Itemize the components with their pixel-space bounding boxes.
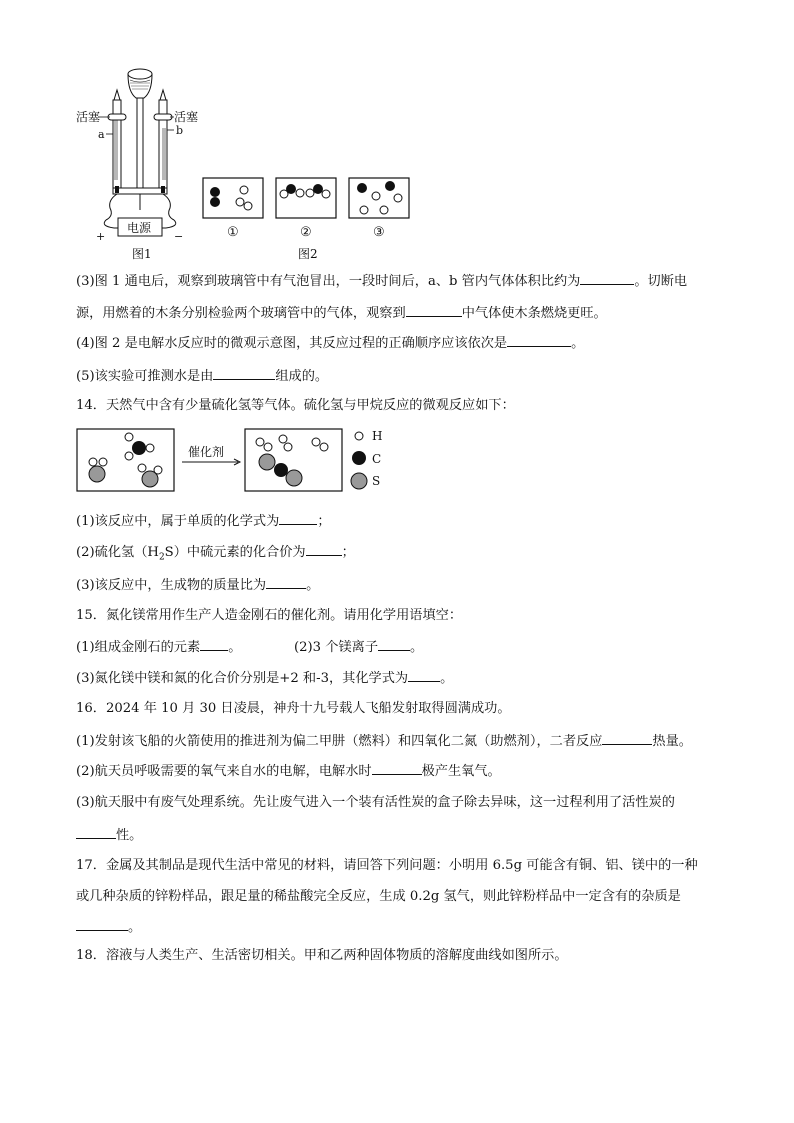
q16-part1: (1)发射该飞船的火箭使用的推进剂为偏二甲肼（燃料）和四氧化二氮（助燃剂），二者反应 热量。: [76, 734, 692, 749]
q17-line3: 。: [76, 918, 141, 937]
q16-part3: (3)航天服中有废气处理系统。先让废气进入一个装有活性炭的盒子除去异味，这一过程利用了活性炭的: [76, 795, 675, 810]
carbon-legend-icon: [352, 451, 366, 465]
carbon-atom: [132, 441, 146, 455]
hydrogen-atom: [146, 444, 154, 452]
q14-part1: (1)该反应中，属于单质的化学式为 ；: [76, 514, 331, 529]
hydrogen-atom: [360, 206, 368, 214]
q15-part3: (3)氮化镁中镁和氮的化合价分别是+2 和-3，其化学式为 。: [76, 671, 454, 686]
figure-1-caption: 图1: [132, 247, 152, 261]
hydrogen-legend-icon: [355, 432, 363, 440]
sulfur-legend-icon: [351, 473, 367, 489]
answer-blank[interactable]: [213, 367, 275, 380]
minus-terminal: −: [174, 230, 184, 243]
sulfur-atom: [286, 470, 302, 486]
q16-part3-cont: 性。: [76, 826, 142, 845]
q14-part3: (3)该反应中，生成物的质量比为 。: [76, 578, 320, 593]
sulfur-atom: [259, 454, 275, 470]
q13-part3-line1: (3)图 1 通电后，观察到玻璃管中有气泡冒出，一段时间后，a、b 管内气体体积比约为 。切断电: [76, 274, 688, 289]
stopcock-right-label: 活塞: [174, 110, 199, 124]
hydrogen-atom: [244, 202, 252, 210]
q14-reaction-diagram: [76, 424, 396, 496]
q18-stem: 18．溶液与人类生产、生活密切相关。甲和乙两种固体物质的溶解度曲线如图所示。: [76, 948, 568, 963]
q17-line1: 17．金属及其制品是现代生活中常见的材料，请回答下列问题：小明用 6.5g 可能含有铜、铝、镁中的一种: [76, 858, 698, 873]
hydrogen-atom: [89, 458, 97, 466]
catalyst-label: 催化剂: [188, 445, 225, 459]
q15-part2: (2)3 个镁离子 。: [294, 640, 424, 655]
hydrogen-atom: [236, 198, 244, 206]
figure-2-micro-diagrams: [200, 176, 415, 266]
answer-blank[interactable]: [507, 334, 571, 347]
legend-s: S: [372, 474, 381, 488]
hydrogen-atom: [296, 189, 304, 197]
power-source-label: 电源: [127, 221, 152, 235]
hydrogen-atom: [322, 190, 330, 198]
answer-blank[interactable]: [378, 638, 410, 651]
figure-2-caption: 图2: [298, 247, 318, 261]
q17-line2: 或几种杂质的锌粉样品，跟足量的稀盐酸完全反应，生成 0.2g 氢气，则此锌粉样品中一定含有的杂质是: [76, 889, 681, 904]
fig2-label-1: ①: [227, 225, 239, 240]
figure-1-electrolysis-apparatus: [70, 60, 200, 265]
hydrogen-atom: [312, 438, 320, 446]
q13-part3-line2: 源，用燃着的木条分别检验两个玻璃管中的气体，观察到 中气体使木条燃烧更旺。: [76, 306, 607, 321]
hydrogen-atom: [380, 206, 388, 214]
hydrogen-atom: [256, 438, 264, 446]
q14-stem: 14．天然气中含有少量硫化氢等气体。硫化氢与甲烷反应的微观反应如下：: [76, 398, 515, 413]
answer-blank[interactable]: [406, 304, 462, 317]
answer-blank[interactable]: [200, 638, 228, 651]
q15-part1: (1)组成金刚石的元素 。: [76, 640, 242, 655]
q13-part4: (4)图 2 是电解水反应时的微观示意图，其反应过程的正确顺序应该依次是 。: [76, 336, 585, 351]
tube-b-label: b: [176, 124, 184, 137]
hydrogen-atom: [284, 443, 292, 451]
q13-part5: (5)该实验可推测水是由 组成的。: [76, 369, 329, 384]
hydrogen-atom: [279, 435, 287, 443]
fig2-label-2: ②: [300, 225, 312, 240]
legend-h: H: [372, 429, 383, 443]
answer-blank[interactable]: [306, 543, 342, 556]
sulfur-atom: [89, 466, 105, 482]
answer-blank[interactable]: [279, 512, 317, 525]
fig2-label-3: ③: [373, 225, 385, 240]
carbon-atom: [286, 184, 296, 194]
hydrogen-atom: [138, 464, 146, 472]
carbon-atom: [274, 463, 288, 477]
hydrogen-atom: [125, 452, 133, 460]
q15-stem: 15．氮化镁常用作生产人造金刚石的催化剂。请用化学用语填空：: [76, 608, 463, 623]
answer-blank[interactable]: [76, 826, 116, 839]
answer-blank[interactable]: [266, 576, 306, 589]
hydrogen-atom: [240, 186, 248, 194]
answer-blank[interactable]: [76, 918, 128, 931]
sulfur-atom: [142, 471, 158, 487]
carbon-atom: [210, 197, 220, 207]
hydrogen-atom: [320, 443, 328, 451]
hydrogen-atom: [264, 443, 272, 451]
hydrogen-atom: [394, 194, 402, 202]
carbon-atom: [357, 183, 367, 193]
answer-blank[interactable]: [372, 762, 422, 775]
tube-a-label: a: [98, 128, 105, 141]
q14-part2: (2)硫化氢$(H_2S)$中硫元素的化合价为 ；: [76, 545, 355, 563]
answer-blank[interactable]: [602, 732, 652, 745]
carbon-atom: [210, 187, 220, 197]
plus-terminal: +: [96, 230, 106, 243]
legend-c: C: [372, 452, 382, 466]
answer-blank[interactable]: [408, 669, 440, 682]
hydrogen-atom: [306, 189, 314, 197]
answer-blank[interactable]: [580, 272, 634, 285]
hydrogen-atom: [125, 433, 133, 441]
carbon-atom: [313, 184, 323, 194]
q16-part2: (2)航天员呼吸需要的氧气来自水的电解，电解水时 极产生氧气。: [76, 764, 501, 779]
hydrogen-atom: [99, 458, 107, 466]
carbon-atom: [385, 181, 395, 191]
q16-stem: 16．2024 年 10 月 30 日凌晨，神舟十九号载人飞船发射取得圆满成功。: [76, 701, 511, 716]
stopcock-left-label: 活塞: [76, 110, 101, 124]
hydrogen-atom: [372, 192, 380, 200]
